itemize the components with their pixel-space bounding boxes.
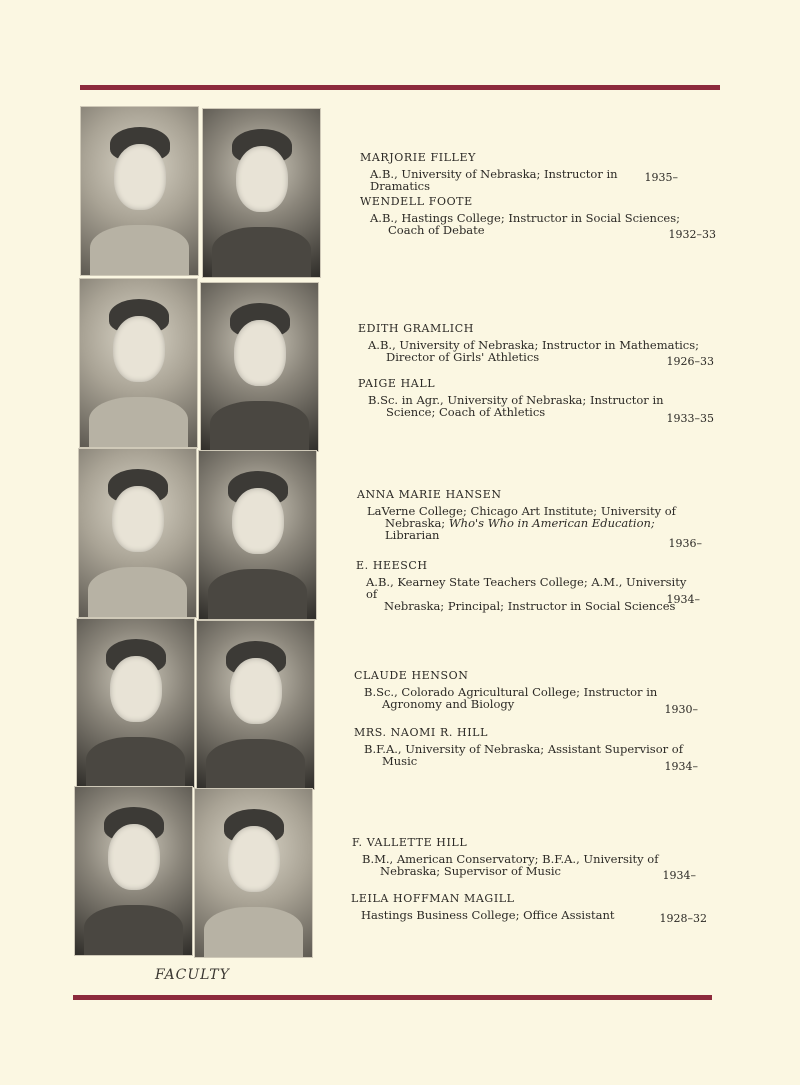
description-line: B.Sc. in Agr., University of Nebraska; Instructor in <box>368 393 664 407</box>
faculty-entry <box>357 488 702 550</box>
description-line: B.F.A., University of Nebraska; Assistant Supervisor of <box>364 742 683 756</box>
faculty-description <box>370 212 716 236</box>
faculty-entry <box>354 669 698 716</box>
publication-title: Who's Who in American Education; <box>448 516 655 530</box>
faculty-entry <box>358 377 714 425</box>
faculty-years: 1926–33 <box>666 355 714 368</box>
description-line: Nebraska; Principal; Instructor in Social Sciences <box>384 599 676 613</box>
faculty-years: 1935– <box>644 171 678 184</box>
faculty-description <box>361 909 707 921</box>
portrait-photo <box>74 786 193 956</box>
faculty-entry <box>356 560 700 612</box>
description-line: A.B., Kearney State Teachers College; A.M., University of <box>366 575 687 601</box>
portrait-photo <box>76 618 195 788</box>
faculty-entry <box>351 892 707 925</box>
faculty-years: 1936– <box>668 537 702 550</box>
faculty-description <box>362 853 696 877</box>
faculty-years: 1928–32 <box>659 912 707 925</box>
faculty-caption: FACULTY <box>155 967 230 983</box>
faculty-name: CLAUDE HENSON <box>354 669 469 682</box>
portrait-photo <box>196 620 315 790</box>
faculty-name: EDITH GRAMLICH <box>358 322 474 335</box>
description-line: Agronomy and Biology <box>382 697 515 711</box>
faculty-name: MARJORIE FILLEY <box>360 151 476 164</box>
portrait-photo <box>78 448 197 618</box>
faculty-name: F. VALLETTE HILL <box>352 836 468 849</box>
faculty-photo-grid <box>74 106 324 958</box>
description-line: Nebraska; Supervisor of Music <box>380 864 561 878</box>
description-line: LaVerne College; Chicago Art Institute; University of <box>367 504 676 518</box>
portrait-photo <box>202 108 321 278</box>
faculty-entry <box>358 322 714 368</box>
faculty-years: 1934– <box>664 760 698 773</box>
faculty-entry <box>352 836 696 882</box>
description-line: A.B., University of Nebraska; Instructor in Dramatics <box>370 167 618 193</box>
faculty-entry <box>354 726 698 773</box>
faculty-description <box>367 505 702 541</box>
faculty-name: E. HEESCH <box>356 559 428 572</box>
description-line: Hastings Business College; Office Assistant <box>361 908 615 922</box>
faculty-description <box>364 743 698 767</box>
faculty-name: PAIGE HALL <box>358 377 436 390</box>
faculty-name: ANNA MARIE HANSEN <box>357 488 502 501</box>
description-line: A.B., University of Nebraska; Instructor in Mathematics; <box>368 338 699 352</box>
faculty-entry <box>360 195 716 241</box>
faculty-description <box>368 394 714 418</box>
faculty-description <box>370 168 678 192</box>
faculty-description <box>368 339 714 363</box>
portrait-photo <box>79 278 198 448</box>
faculty-description <box>364 686 698 710</box>
faculty-years: 1930– <box>664 703 698 716</box>
faculty-name: WENDELL FOOTE <box>360 195 473 208</box>
faculty-name: MRS. NAOMI R. HILL <box>354 726 488 739</box>
faculty-entry <box>360 152 678 192</box>
description-line: Music <box>382 754 418 768</box>
description-line: Director of Girls' Athletics <box>386 350 540 364</box>
description-line: Coach of Debate <box>388 223 485 237</box>
faculty-name: LEILA HOFFMAN MAGILL <box>351 892 515 905</box>
bottom-rule <box>73 995 712 1000</box>
faculty-years: 1934– <box>662 869 696 882</box>
portrait-photo <box>200 282 319 452</box>
faculty-description <box>366 576 700 612</box>
description-line: B.M., American Conservatory; B.F.A., University of <box>362 852 659 866</box>
description-line: Librarian <box>385 528 440 542</box>
description-line: A.B., Hastings College; Instructor in Social Sciences; <box>370 211 680 225</box>
faculty-years: 1934– <box>666 593 700 606</box>
portrait-photo <box>80 106 199 276</box>
faculty-years: 1932–33 <box>668 228 716 241</box>
description-text: Nebraska; <box>385 516 449 530</box>
description-line: B.Sc., Colorado Agricultural College; Instructor in <box>364 685 658 699</box>
top-rule <box>80 85 720 90</box>
portrait-photo <box>198 450 317 620</box>
description-line: Science; Coach of Athletics <box>386 405 546 419</box>
portrait-photo <box>194 788 313 958</box>
faculty-years: 1933–35 <box>666 412 714 425</box>
